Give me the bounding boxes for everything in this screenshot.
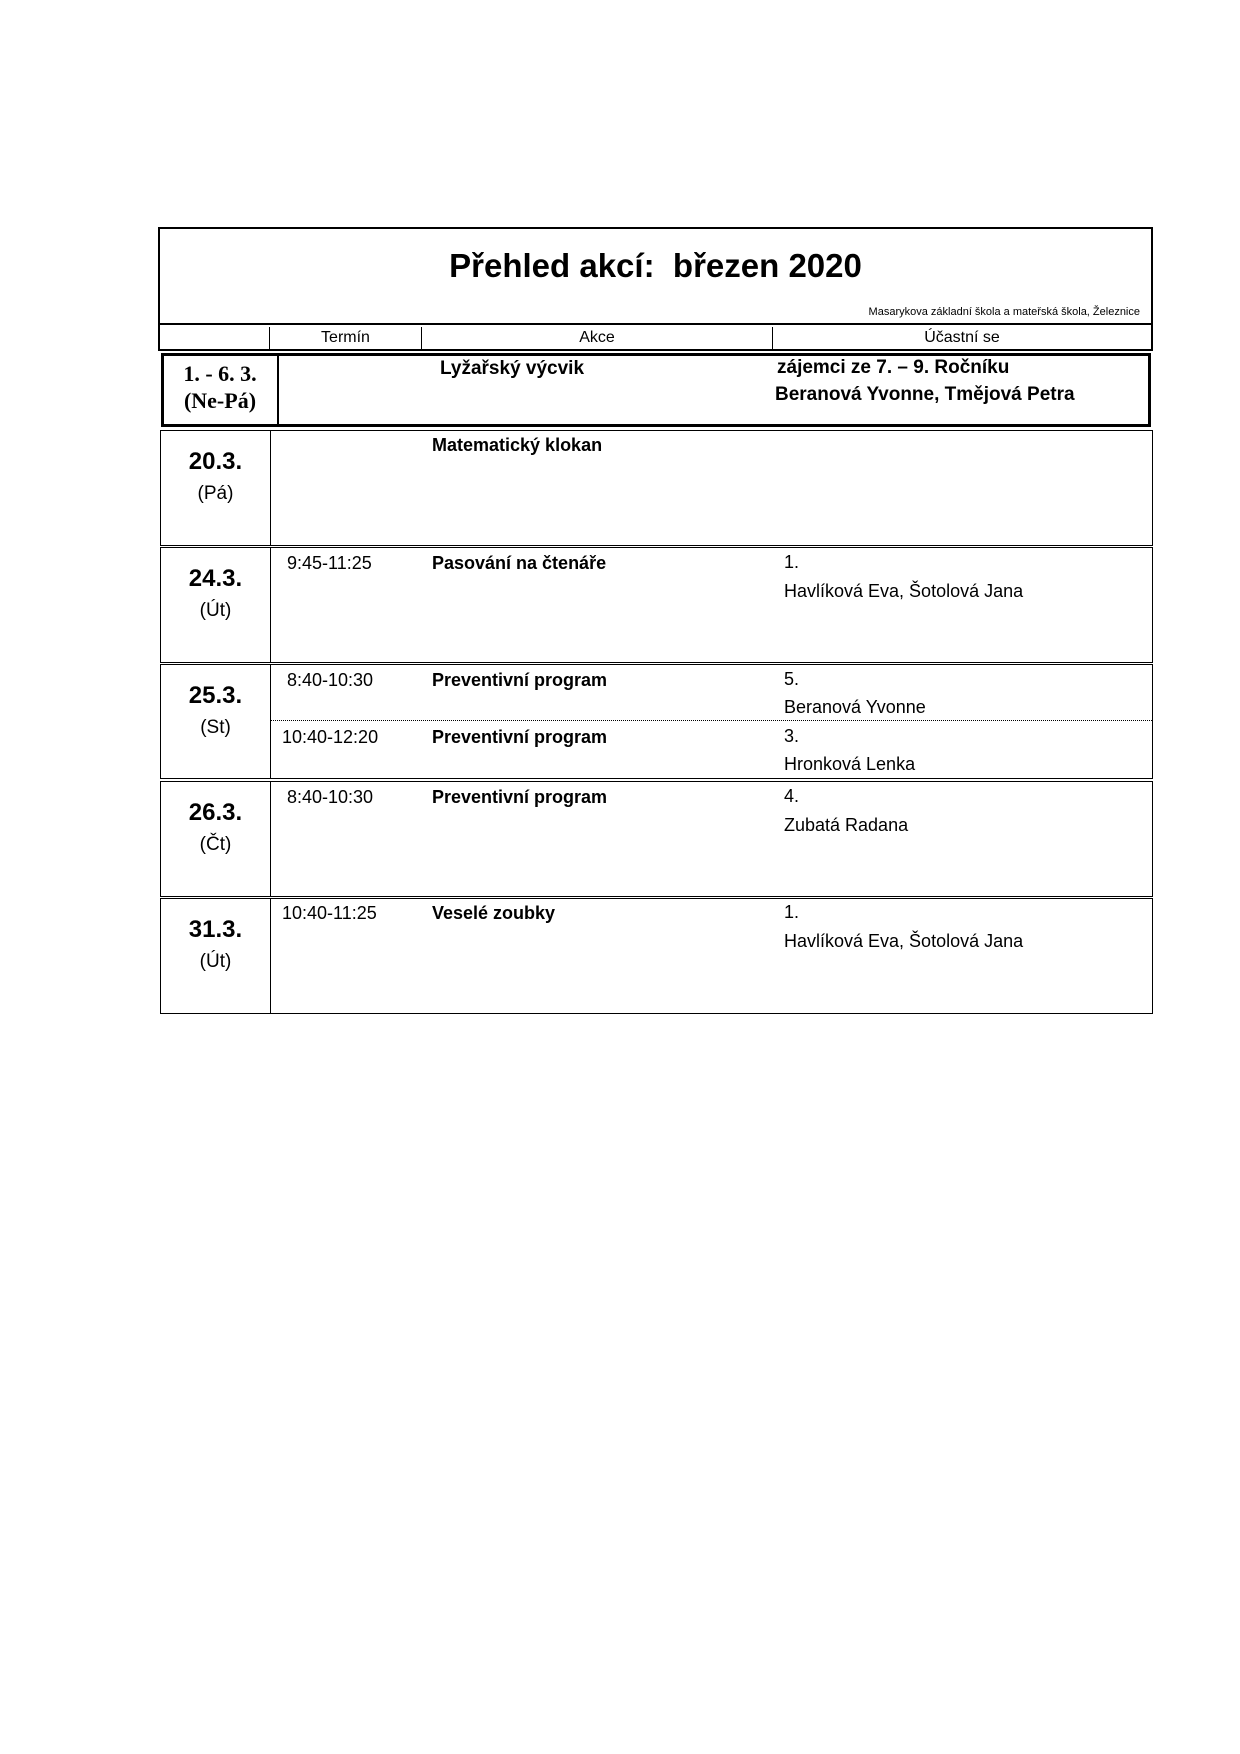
row-divider: [277, 355, 279, 425]
school-name: Masarykova základní škola a mateřská škola, Železnice: [868, 306, 1140, 318]
entry-separator: [271, 720, 1152, 721]
row-day: (Pá): [197, 483, 234, 504]
row-date: 25.3.: [188, 682, 243, 709]
row-participants: zájemci ze 7. – 9. Ročníku: [777, 357, 1010, 378]
row-time: 8:40-10:30: [287, 787, 374, 807]
row-divider: [270, 782, 271, 896]
row-class: 1.: [784, 552, 800, 572]
row-event: Preventivní program: [432, 787, 608, 807]
row-day: (Út): [199, 951, 232, 972]
row-divider: [270, 431, 271, 545]
row-teachers: Beranová Yvonne: [784, 697, 926, 717]
table-row: [160, 430, 1153, 546]
row-day: (Čt): [199, 834, 232, 855]
row-teachers: Zubatá Radana: [784, 815, 909, 835]
row-class: 1.: [784, 902, 800, 922]
row-class: 3.: [784, 726, 800, 746]
row-time: 10:40-12:20: [282, 727, 379, 747]
row-date: 1. - 6. 3.: [183, 361, 257, 386]
row-teachers: Havlíková Eva, Šotolová Jana: [784, 581, 1024, 601]
page-title: Přehled akcí: březen 2020: [449, 247, 862, 284]
row-event: Preventivní program: [432, 670, 608, 690]
row-event: Matematický klokan: [432, 435, 603, 455]
row-date: 24.3.: [188, 565, 243, 592]
row-divider: [270, 665, 271, 778]
row-day: (St): [200, 717, 231, 738]
row-event: Pasování na čtenáře: [432, 553, 607, 573]
row-teachers: Havlíková Eva, Šotolová Jana: [784, 931, 1024, 951]
row-date: 31.3.: [188, 916, 243, 943]
row-time: 9:45-11:25: [287, 553, 372, 573]
column-header-termin: Termín: [321, 329, 370, 346]
row-time: 8:40-10:30: [287, 670, 374, 690]
row-class: 5.: [784, 669, 800, 689]
row-teachers: Beranová Yvonne, Tmějová Petra: [775, 384, 1075, 405]
row-divider: [270, 548, 271, 662]
row-event: Preventivní program: [432, 727, 608, 747]
row-event: Veselé zoubky: [432, 903, 556, 923]
row-date: 26.3.: [188, 799, 243, 826]
column-header-akce: Akce: [579, 329, 615, 346]
row-date: 20.3.: [188, 448, 243, 475]
row-day: (Ne-Pá): [183, 388, 257, 413]
row-day: (Út): [199, 600, 232, 621]
row-time: 10:40-11:25: [282, 903, 377, 923]
row-teachers: Hronková Lenka: [784, 754, 916, 774]
column-header-ucastni-se: Účastní se: [924, 329, 1000, 346]
row-divider: [270, 899, 271, 1013]
row-event: Lyžařský výcvik: [440, 358, 585, 379]
row-class: 4.: [784, 786, 800, 806]
